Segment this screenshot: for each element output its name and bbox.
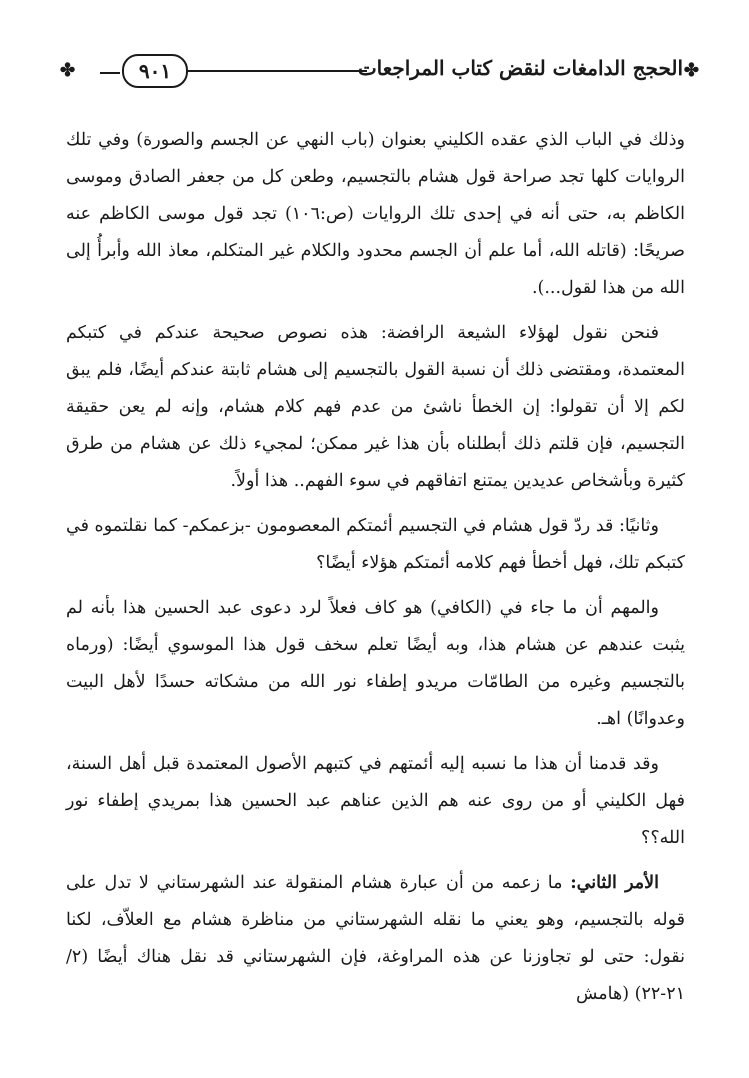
paragraph-text: ما زعمه من أن عبارة هشام المنقولة عند الشهرستاني لا تدل على قوله بالتجسيم، وهو يعني ما نقله الشهرستاني من مناظرة هشام مع العلاّف، لكنا نقول: حتى لو تجاوزنا عن هذه المراوغة، فإن الشهرستاني قد نقل هناك أيضًا (٢/ ٢١-٢٢) (هامش (66, 873, 685, 1004)
ornament-icon: ✤ (60, 60, 76, 81)
paragraph: فنحن نقول لهؤلاء الشيعة الرافضة: هذه نصوص صحيحة عندكم في كتبكم المعتمدة، ومقتضى ذلك أن نسبة القول بالتجسيم إلى هشام ثابتة عندكم أيضًا، فلم يبق لكم إلا أن تقولوا: إن الخطأ ناشئ من عدم فهم كلام هشام، وإنه لم يعن حقيقة التجسيم، فإن قلتم ذلك أبطلناه بأن هذا غير ممكن؛ لمجيء ذلك عن هشام من طرق كثيرة وبأشخاص عديدين يمتنع اتفاقهم في سوء الفهم.. هذا أولاً. (66, 323, 685, 491)
book-title: الحجج الدامغات لنقض كتاب المراجعات (357, 56, 683, 80)
paragraph: وثانيًا: قد ردّ قول هشام في التجسيم أئمتكم المعصومون -بزعمكم- كما نقلتموه في كتبكم تلك، فهل أخطأ فهم كلامه أئمتكم هؤلاء أيضًا؟ (66, 516, 685, 573)
ornament-icon: ✤ (683, 60, 699, 81)
paragraph: وذلك في الباب الذي عقده الكليني بعنوان (باب النهي عن الجسم والصورة) وفي تلك الروايات كلها تجد صراحة قول هشام بالتجسيم، وطعن كل من جعفر الصادق وموسى الكاظم به، حتى أنه في إحدى تلك الروايات (ص:١٠٦) تجد قول موسى الكاظم عنه صريحًا: (قاتله الله، أما علم أن الجسم محدود والكلام غير المتكلم، معاذ الله وأبرأُ إلى الله من هذا لقول...). (66, 130, 685, 298)
paragraph: وقد قدمنا أن هذا ما نسبه إليه أئمتهم في كتبهم الأصول المعتمدة قبل أهل السنة، فهل الكليني أو من روى عنه هم الذين عناهم عبد الحسين هذا بمريدي إطفاء نور الله؟؟ (66, 754, 685, 848)
page-number: ٩٠١ (122, 54, 188, 88)
running-header (60, 50, 697, 96)
section-lead: الأمر الثاني: (570, 873, 659, 893)
page-body (66, 122, 685, 1021)
header-rule (188, 70, 367, 72)
header-rule-short (100, 72, 120, 74)
paragraph: والمهم أن ما جاء في (الكافي) هو كاف فعلاً لرد دعوى عبد الحسين هذا بأنه لم يثبت عندهم عن هشام هذا، وبه أيضًا تعلم سخف قول هذا الموسوي أيضًا: (ورماه بالتجسيم وغيره من الطامّات مريدو إطفاء نور الله من مشكاته حسدًا لأهل البيت وعدوانًا) اهـ. (66, 598, 685, 729)
paragraph (66, 865, 685, 1013)
